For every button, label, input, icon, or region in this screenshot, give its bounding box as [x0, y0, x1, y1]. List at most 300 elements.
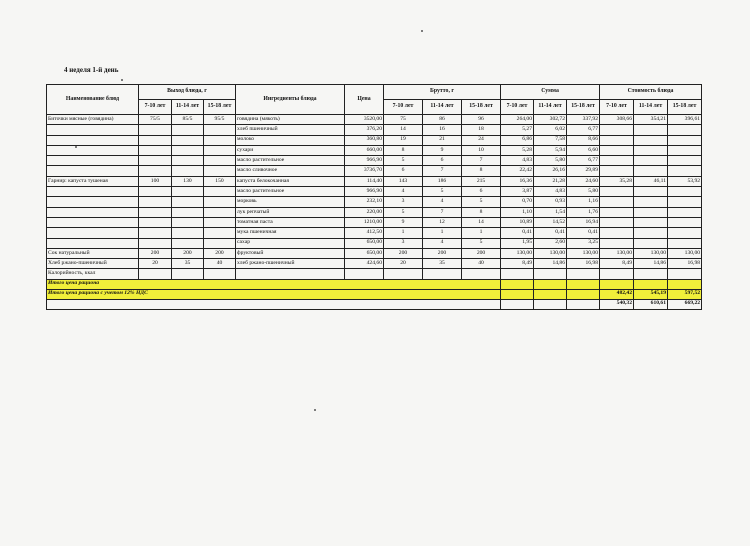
yield-cell — [139, 135, 172, 145]
sum-cell: 5,94 — [534, 145, 567, 155]
cost-cell — [634, 135, 668, 145]
yield-cell — [172, 207, 204, 217]
dish-name-cell: Гарнир: капуста тушеная — [47, 176, 139, 186]
sum-cell: 5,28 — [501, 145, 534, 155]
gross-cell: 1 — [462, 228, 501, 238]
dish-name-cell — [47, 156, 139, 166]
cost-cell: 46,11 — [634, 176, 668, 186]
ingredient-cell: томатная паста — [236, 217, 345, 227]
gross-cell: 24 — [462, 135, 501, 145]
ingredient-cell: масло сливочное — [236, 166, 345, 176]
table-row — [47, 238, 702, 248]
sum-cell: 130,00 — [567, 248, 600, 258]
cost-cell — [634, 238, 668, 248]
yield-cell — [204, 207, 236, 217]
table-row — [47, 269, 702, 279]
cost-cell — [600, 217, 634, 227]
cost-cell — [668, 269, 702, 279]
dish-name-cell — [47, 207, 139, 217]
yield-cell — [139, 238, 172, 248]
price-cell: 650,00 — [345, 248, 384, 258]
ingredient-cell: масло растительное — [236, 156, 345, 166]
cost-cell — [668, 238, 702, 248]
cost-cell — [634, 207, 668, 217]
dish-name-cell: Хлеб ржано-пшеничный — [47, 259, 139, 269]
yield-cell — [204, 145, 236, 155]
cost-cell: 8,49 — [600, 259, 634, 269]
ingredient-cell: мука пшеничная — [236, 228, 345, 238]
sum-cell: 0,41 — [567, 228, 600, 238]
yield-cell — [172, 269, 204, 279]
gross-cell: 12 — [423, 217, 462, 227]
price-cell: 424,60 — [345, 259, 384, 269]
yield-cell — [204, 228, 236, 238]
gross-cell: 6 — [462, 187, 501, 197]
sum-cell: 0,41 — [501, 228, 534, 238]
header-age-gross: 15-18 лет — [462, 100, 501, 115]
yield-cell — [139, 187, 172, 197]
ingredient-cell: говядина (мякоть) — [236, 115, 345, 125]
total-filler — [501, 299, 534, 309]
yield-cell: 95/5 — [204, 115, 236, 125]
total-filler — [567, 279, 600, 289]
sum-cell: 6,77 — [567, 156, 600, 166]
dish-name-cell — [47, 197, 139, 207]
cost-cell — [600, 228, 634, 238]
cost-cell — [600, 269, 634, 279]
yield-cell — [139, 269, 172, 279]
sum-cell: 5,27 — [501, 125, 534, 135]
table-row — [47, 248, 702, 258]
cost-cell — [668, 187, 702, 197]
gross-cell: 4 — [384, 187, 423, 197]
gross-cell: 96 — [462, 115, 501, 125]
cost-cell: 14,86 — [634, 259, 668, 269]
yield-cell — [139, 156, 172, 166]
yield-cell: 85/5 — [172, 115, 204, 125]
cost-cell — [668, 135, 702, 145]
gross-cell: 1 — [423, 228, 462, 238]
dish-name-cell — [47, 217, 139, 227]
price-cell: 966,90 — [345, 187, 384, 197]
yield-cell — [139, 207, 172, 217]
gross-cell: 10 — [462, 145, 501, 155]
table-row — [47, 156, 702, 166]
yield-cell — [172, 125, 204, 135]
sum-cell: 302,72 — [534, 115, 567, 125]
menu-cost-table — [46, 84, 702, 310]
yield-cell — [172, 156, 204, 166]
yield-cell: 100 — [139, 176, 172, 186]
cost-cell — [634, 145, 668, 155]
header-yield: Выход блюда, г — [139, 85, 236, 100]
gross-cell: 8 — [462, 207, 501, 217]
sum-cell: 3,87 — [501, 187, 534, 197]
table-row — [47, 187, 702, 197]
header-age-sum: 15-18 лет — [567, 100, 600, 115]
sum-cell: 0,70 — [501, 197, 534, 207]
gross-cell: 215 — [462, 176, 501, 186]
dish-name-cell — [47, 135, 139, 145]
price-cell: 1210,00 — [345, 217, 384, 227]
gross-cell: 75 — [384, 115, 423, 125]
sum-cell: 130,00 — [534, 248, 567, 258]
gross-cell: 9 — [384, 217, 423, 227]
cost-cell — [600, 238, 634, 248]
cost-cell — [668, 217, 702, 227]
header-age-sum: 11-14 лет — [534, 100, 567, 115]
table-row — [47, 125, 702, 135]
table-row — [47, 176, 702, 186]
yield-cell — [139, 145, 172, 155]
price-cell: 232,10 — [345, 197, 384, 207]
ingredient-cell: молоко — [236, 135, 345, 145]
total-filler — [534, 279, 567, 289]
total-value — [668, 279, 702, 289]
sum-cell: 7,58 — [534, 135, 567, 145]
yield-cell — [172, 238, 204, 248]
page-heading: 4 неделя 1-й день — [64, 66, 119, 74]
header-dish-name: Наименование блюд — [47, 85, 139, 115]
gross-cell: 19 — [384, 135, 423, 145]
gross-cell: 8 — [384, 145, 423, 155]
gross-cell — [462, 269, 501, 279]
gross-cell — [384, 269, 423, 279]
header-age-sum: 7-10 лет — [501, 100, 534, 115]
cost-cell — [600, 156, 634, 166]
cost-cell: 35,28 — [600, 176, 634, 186]
gross-cell: 86 — [423, 115, 462, 125]
cost-cell: 130,00 — [634, 248, 668, 258]
total-row — [47, 279, 702, 289]
yield-cell — [139, 228, 172, 238]
yield-cell: 200 — [139, 248, 172, 258]
table-row — [47, 145, 702, 155]
sum-cell: 4,83 — [501, 156, 534, 166]
table-row — [47, 259, 702, 269]
sum-cell: 130,00 — [501, 248, 534, 258]
cost-cell — [668, 166, 702, 176]
cost-cell — [634, 187, 668, 197]
sum-cell: 5,80 — [567, 187, 600, 197]
cost-cell — [600, 135, 634, 145]
gross-cell: 18 — [462, 125, 501, 135]
total-filler — [534, 299, 567, 309]
yield-cell — [139, 125, 172, 135]
ingredient-cell — [236, 269, 345, 279]
gross-cell: 35 — [423, 259, 462, 269]
yield-cell: 40 — [204, 259, 236, 269]
total-label — [47, 299, 501, 309]
sum-cell — [501, 269, 534, 279]
cost-cell: 354,21 — [634, 115, 668, 125]
scan-speck — [421, 30, 423, 32]
price-cell: 376,20 — [345, 125, 384, 135]
sum-cell: 0,41 — [534, 228, 567, 238]
gross-cell: 5 — [384, 207, 423, 217]
total-filler — [501, 279, 534, 289]
cost-cell: 130,00 — [600, 248, 634, 258]
gross-cell: 7 — [462, 156, 501, 166]
yield-cell: 130 — [172, 176, 204, 186]
scan-speck — [314, 409, 316, 411]
yield-cell: 150 — [204, 176, 236, 186]
gross-cell: 20 — [384, 259, 423, 269]
yield-cell — [139, 217, 172, 227]
yield-cell: 200 — [172, 248, 204, 258]
dish-name-cell — [47, 187, 139, 197]
gross-cell: 5 — [423, 187, 462, 197]
yield-cell — [172, 197, 204, 207]
total-row — [47, 299, 702, 309]
cost-cell — [634, 125, 668, 135]
cost-cell — [600, 125, 634, 135]
gross-cell: 143 — [384, 176, 423, 186]
cost-cell — [600, 187, 634, 197]
ingredient-cell: фруктовый — [236, 248, 345, 258]
gross-cell: 7 — [423, 207, 462, 217]
sum-cell — [534, 269, 567, 279]
dish-name-cell — [47, 166, 139, 176]
price-cell: 650,00 — [345, 238, 384, 248]
cost-cell — [634, 197, 668, 207]
yield-cell: 20 — [139, 259, 172, 269]
cost-cell: 16,98 — [668, 259, 702, 269]
total-filler — [567, 289, 600, 299]
sum-cell: 26,16 — [534, 166, 567, 176]
table-row — [47, 228, 702, 238]
header-age-cost: 11-14 лет — [634, 100, 668, 115]
gross-cell: 3 — [384, 238, 423, 248]
ingredient-cell: лук репчатый — [236, 207, 345, 217]
ingredient-cell: капуста белокочанная — [236, 176, 345, 186]
dish-name-cell: Биточки мясные (говядина) — [47, 115, 139, 125]
sum-cell: 1,95 — [501, 238, 534, 248]
header-age-cost: 7-10 лет — [600, 100, 634, 115]
gross-cell: 5 — [462, 197, 501, 207]
header-price: Цена — [345, 85, 384, 115]
sum-cell: 1,76 — [567, 207, 600, 217]
price-cell: 220,00 — [345, 207, 384, 217]
yield-cell: 35 — [172, 259, 204, 269]
yield-cell — [172, 135, 204, 145]
total-label: Итого цена рациона — [47, 279, 501, 289]
dish-name-cell — [47, 145, 139, 155]
cost-cell — [668, 197, 702, 207]
ingredient-cell: хлеб ржано-пшеничный — [236, 259, 345, 269]
yield-cell — [172, 166, 204, 176]
gross-cell: 1 — [384, 228, 423, 238]
sum-cell: 14,86 — [534, 259, 567, 269]
cost-cell — [634, 228, 668, 238]
price-cell: 966,90 — [345, 156, 384, 166]
sum-cell: 6,60 — [567, 145, 600, 155]
ingredient-cell: масло растительное — [236, 187, 345, 197]
sum-cell: 264,00 — [501, 115, 534, 125]
gross-cell: 16 — [423, 125, 462, 135]
header-gross: Брутто, г — [384, 85, 501, 100]
price-cell: 3736,70 — [345, 166, 384, 176]
total-label: Итого цена рациона с учетом 12% НДС — [47, 289, 501, 299]
ingredient-cell: сахар — [236, 238, 345, 248]
cost-cell — [634, 269, 668, 279]
table-row — [47, 135, 702, 145]
sum-cell: 16,36 — [501, 176, 534, 186]
cost-cell — [600, 166, 634, 176]
cost-cell — [668, 207, 702, 217]
yield-cell — [204, 269, 236, 279]
header-ingredients: Ингредиенты блюда — [236, 85, 345, 115]
cost-cell — [600, 207, 634, 217]
sum-cell: 1,16 — [567, 197, 600, 207]
cost-cell — [634, 166, 668, 176]
scan-speck — [121, 79, 123, 81]
gross-cell: 21 — [423, 135, 462, 145]
sum-cell: 1,10 — [501, 207, 534, 217]
total-row — [47, 289, 702, 299]
header-dish-cost: Стоимость блюда — [600, 85, 702, 100]
sum-cell: 8,66 — [567, 135, 600, 145]
sum-cell: 22,42 — [501, 166, 534, 176]
total-value: 669,22 — [668, 299, 702, 309]
header-age-cost: 15-18 лет — [668, 100, 702, 115]
cost-cell: 53,92 — [668, 176, 702, 186]
gross-cell: 200 — [423, 248, 462, 258]
sum-cell: 1,54 — [534, 207, 567, 217]
sum-cell: 4,83 — [534, 187, 567, 197]
sum-cell: 16,94 — [567, 217, 600, 227]
header-sum: Сумма — [501, 85, 600, 100]
sum-cell: 8,49 — [501, 259, 534, 269]
sum-cell: 6,86 — [501, 135, 534, 145]
gross-cell — [423, 269, 462, 279]
yield-cell — [172, 228, 204, 238]
sum-cell: 6,02 — [534, 125, 567, 135]
gross-cell: 8 — [462, 166, 501, 176]
gross-cell: 40 — [462, 259, 501, 269]
gross-cell: 200 — [462, 248, 501, 258]
gross-cell: 14 — [462, 217, 501, 227]
ingredient-cell: хлеб пшеничный — [236, 125, 345, 135]
cost-cell — [668, 228, 702, 238]
yield-cell: 200 — [204, 248, 236, 258]
dish-name-cell — [47, 125, 139, 135]
yield-cell — [172, 145, 204, 155]
header-age-yield: 15-18 лет — [204, 100, 236, 115]
total-value: 540,32 — [600, 299, 634, 309]
sum-cell: 10,89 — [501, 217, 534, 227]
yield-cell — [139, 166, 172, 176]
total-value — [634, 279, 668, 289]
total-value — [600, 279, 634, 289]
sum-cell: 0,93 — [534, 197, 567, 207]
gross-cell: 4 — [423, 197, 462, 207]
gross-cell: 14 — [384, 125, 423, 135]
gross-cell: 5 — [462, 238, 501, 248]
sum-cell: 14,52 — [534, 217, 567, 227]
header-age-yield: 11-14 лет — [172, 100, 204, 115]
price-cell: 114,40 — [345, 176, 384, 186]
gross-cell: 200 — [384, 248, 423, 258]
total-filler — [501, 289, 534, 299]
sum-cell: 6,77 — [567, 125, 600, 135]
cost-cell — [634, 156, 668, 166]
total-value: 545,19 — [634, 289, 668, 299]
total-value: 597,52 — [668, 289, 702, 299]
gross-cell: 5 — [384, 156, 423, 166]
cost-cell — [668, 125, 702, 135]
header-age-yield: 7-10 лет — [139, 100, 172, 115]
gross-cell: 186 — [423, 176, 462, 186]
ingredient-cell: морковь — [236, 197, 345, 207]
gross-cell: 3 — [384, 197, 423, 207]
table-row — [47, 207, 702, 217]
cost-cell — [668, 156, 702, 166]
cost-cell: 308,66 — [600, 115, 634, 125]
sum-cell — [567, 269, 600, 279]
dish-name-cell — [47, 238, 139, 248]
yield-cell — [139, 197, 172, 207]
yield-cell — [204, 197, 236, 207]
total-filler — [534, 289, 567, 299]
table-row — [47, 166, 702, 176]
sum-cell: 21,28 — [534, 176, 567, 186]
price-cell: 412,50 — [345, 228, 384, 238]
table-row — [47, 115, 702, 125]
header-age-gross: 11-14 лет — [423, 100, 462, 115]
gross-cell: 6 — [423, 156, 462, 166]
price-cell: 360,80 — [345, 135, 384, 145]
price-cell: 3520,00 — [345, 115, 384, 125]
cost-cell — [600, 197, 634, 207]
gross-cell: 9 — [423, 145, 462, 155]
dish-name-cell: Калорийность, ккал — [47, 269, 139, 279]
sum-cell: 16,98 — [567, 259, 600, 269]
cost-cell — [668, 145, 702, 155]
gross-cell: 7 — [423, 166, 462, 176]
cost-cell: 130,00 — [668, 248, 702, 258]
sum-cell: 3,25 — [567, 238, 600, 248]
yield-cell — [204, 135, 236, 145]
cost-cell: 396,61 — [668, 115, 702, 125]
gross-cell: 4 — [423, 238, 462, 248]
price-cell: 660,00 — [345, 145, 384, 155]
cost-cell — [600, 145, 634, 155]
yield-cell — [172, 187, 204, 197]
total-value: 482,42 — [600, 289, 634, 299]
sum-cell: 2,60 — [534, 238, 567, 248]
header-age-gross: 7-10 лет — [384, 100, 423, 115]
cost-cell — [634, 217, 668, 227]
table-row — [47, 217, 702, 227]
dish-name-cell — [47, 228, 139, 238]
total-value: 610,61 — [634, 299, 668, 309]
sum-cell: 5,80 — [534, 156, 567, 166]
yield-cell — [204, 125, 236, 135]
table-row — [47, 197, 702, 207]
price-cell — [345, 269, 384, 279]
ingredient-cell: сухари — [236, 145, 345, 155]
yield-cell — [204, 217, 236, 227]
yield-cell — [204, 156, 236, 166]
yield-cell — [172, 217, 204, 227]
gross-cell: 6 — [384, 166, 423, 176]
yield-cell: 75/5 — [139, 115, 172, 125]
total-filler — [567, 299, 600, 309]
sum-cell: 24,60 — [567, 176, 600, 186]
yield-cell — [204, 238, 236, 248]
sum-cell: 337,92 — [567, 115, 600, 125]
